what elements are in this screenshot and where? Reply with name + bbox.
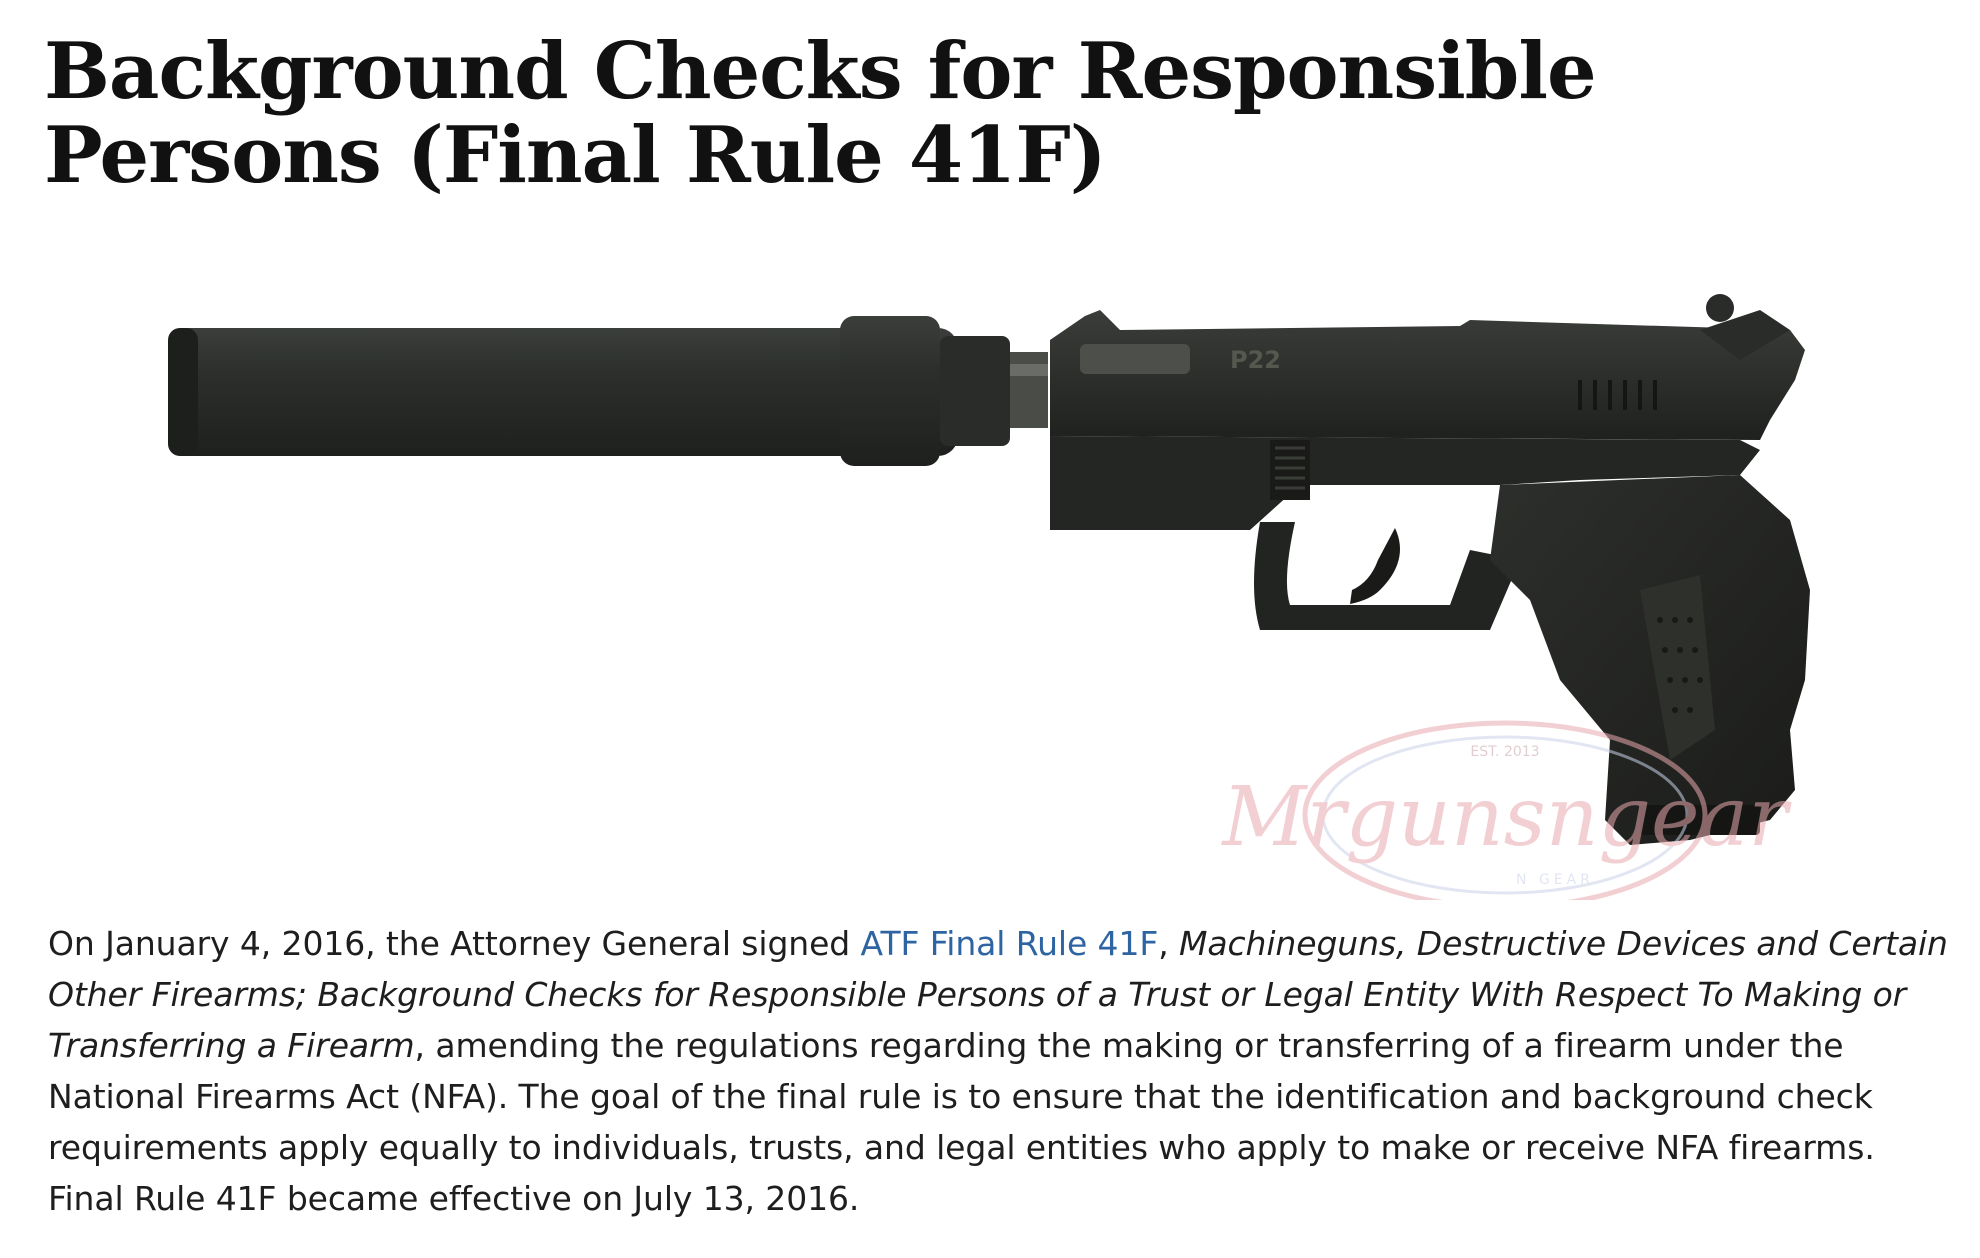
hero-image-pistol-with-suppressor — [0, 260, 1980, 900]
watermark-brand: Mrgunsngear — [1222, 770, 1788, 865]
page-title: Background Checks for Responsible Persons (Final Rule 41F) — [44, 26, 1596, 201]
rule-full-title: Machineguns, Destructive Devices and Certain Other Firearms; Background Checks for Responsible Persons of a Trust or Legal Entity With Respect To Making or Transferring a Firearm — [48, 924, 1948, 1065]
paragraph-comma: , — [1158, 924, 1180, 963]
paragraph-intro: On January 4, 2016, the Attorney General signed — [48, 924, 861, 963]
slide-marking: P22 — [1230, 346, 1281, 374]
watermark-tagline: N GEAR — [1516, 872, 1594, 888]
pistol-slide — [1050, 294, 1805, 440]
article-paragraph — [48, 918, 1958, 1224]
watermark-est: EST. 2013 — [1470, 744, 1540, 760]
suppressor — [168, 316, 1048, 466]
atf-final-rule-41f-link[interactable]: ATF Final Rule 41F — [860, 924, 1159, 963]
paragraph-rest: , amending the regulations regarding the making or transferring of a firearm under the National Firearms Act (NFA). The goal of the final rule is to ensure that the identification and background check requirements apply equally to individuals, trusts, and legal entities who apply to make or receive NFA firearms. Final Rule 41F became effective on July 13, 2016. — [48, 1026, 1875, 1218]
